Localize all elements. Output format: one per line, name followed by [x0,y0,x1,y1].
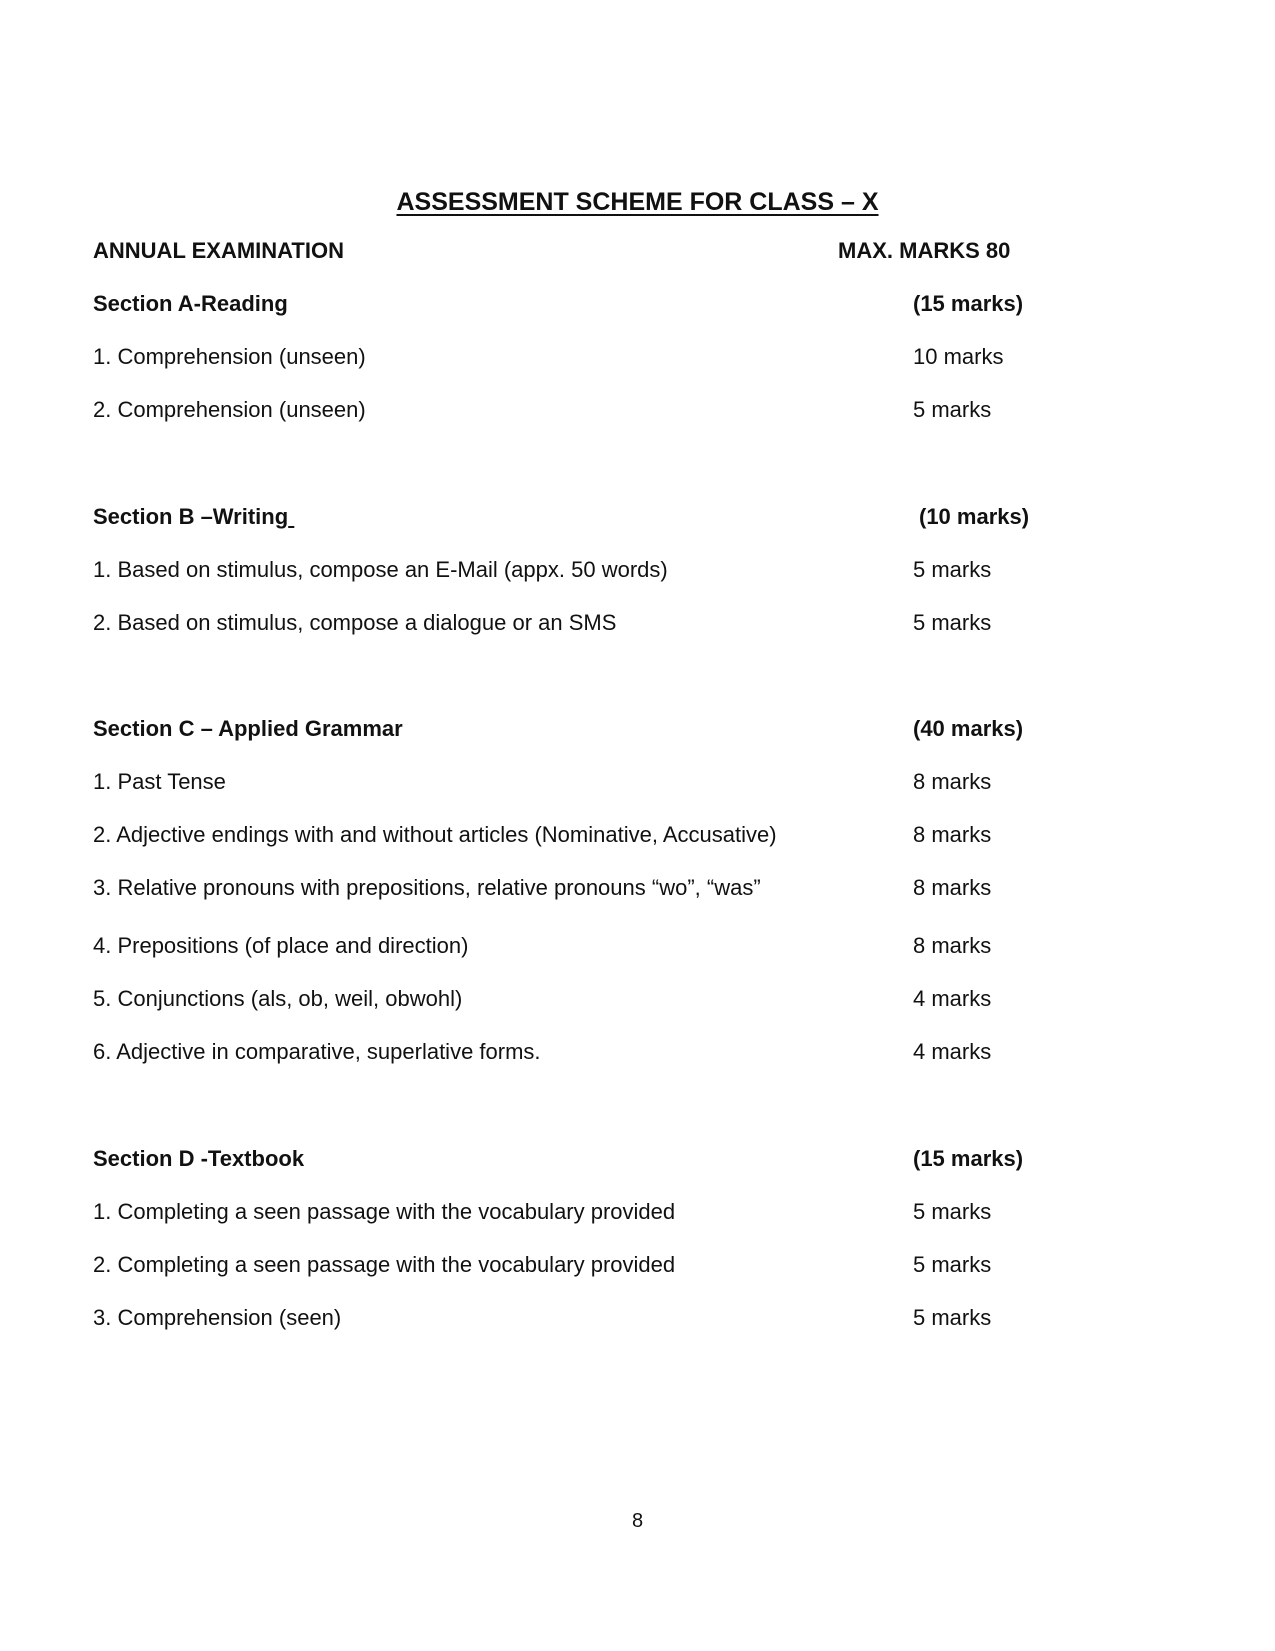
list-item [93,986,1213,1016]
item-marks: 5 marks [913,1305,992,1330]
section-d-heading-row [93,1146,1213,1176]
section-a-marks: (15 marks) [913,291,1024,316]
item-marks: 5 marks [913,1252,992,1277]
item-label: 2. Adjective endings with and without articles (Nominative, Accusative) [93,822,777,847]
section-d-marks: (15 marks) [913,1146,1024,1171]
list-item [93,1039,1213,1069]
item-marks: 5 marks [913,397,992,422]
max-marks: MAX. MARKS 80 [838,238,1011,263]
item-marks: 4 marks [913,986,992,1011]
section-c-heading-row [93,716,1213,746]
item-label: 1. Comprehension (unseen) [93,344,366,369]
list-item [93,1199,1213,1229]
item-label: 3. Comprehension (seen) [93,1305,342,1330]
item-label: 1. Past Tense [93,769,226,794]
section-a-heading: Section A-Reading [93,291,288,316]
title-text: ASSESSMENT SCHEME FOR CLASS – X [396,188,879,216]
item-marks: 10 marks [913,344,1004,369]
item-label: 2. Comprehension (unseen) [93,397,366,422]
list-item [93,610,1213,640]
section-b-heading [93,504,294,530]
page-number: 8 [631,1510,644,1532]
section-c-heading: Section C – Applied Grammar [93,716,403,741]
page-title [0,188,1275,217]
item-label: 2. Based on stimulus, compose a dialogue or an SMS [93,610,617,635]
list-item [93,875,1213,905]
section-c-marks: (40 marks) [913,716,1024,741]
section-b-heading-text: Section B –Writing [93,504,289,529]
item-label: 4. Prepositions (of place and direction) [93,933,469,958]
section-b-heading-row [93,504,1213,534]
list-item [93,822,1213,852]
exam-label: ANNUAL EXAMINATION [93,238,344,263]
item-label: 6. Adjective in comparative, superlative forms. [93,1039,541,1064]
item-label: 1. Based on stimulus, compose an E-Mail (appx. 50 words) [93,557,668,582]
item-marks: 5 marks [913,1199,992,1224]
section-d-heading: Section D -Textbook [93,1146,305,1171]
item-label: 2. Completing a seen passage with the vocabulary provided [93,1252,676,1277]
item-label: 3. Relative pronouns with prepositions, relative pronouns “wo”, “was” [93,875,761,900]
list-item [93,557,1213,587]
list-item [93,769,1213,799]
item-label: 1. Completing a seen passage with the vocabulary provided [93,1199,676,1224]
exam-header-row [93,238,1213,268]
item-marks: 8 marks [913,933,992,958]
list-item [93,1252,1213,1282]
list-item [93,344,1213,374]
list-item [93,933,1213,963]
section-a-heading-row [93,291,1213,321]
item-marks: 8 marks [913,822,992,847]
item-marks: 8 marks [913,769,992,794]
item-label: 5. Conjunctions (als, ob, weil, obwohl) [93,986,463,1011]
section-b-marks: (10 marks) [919,504,1030,529]
list-item [93,397,1213,427]
item-marks: 5 marks [913,610,992,635]
item-marks: 5 marks [913,557,992,582]
list-item [93,1305,1213,1335]
item-marks: 8 marks [913,875,992,900]
item-marks: 4 marks [913,1039,992,1064]
